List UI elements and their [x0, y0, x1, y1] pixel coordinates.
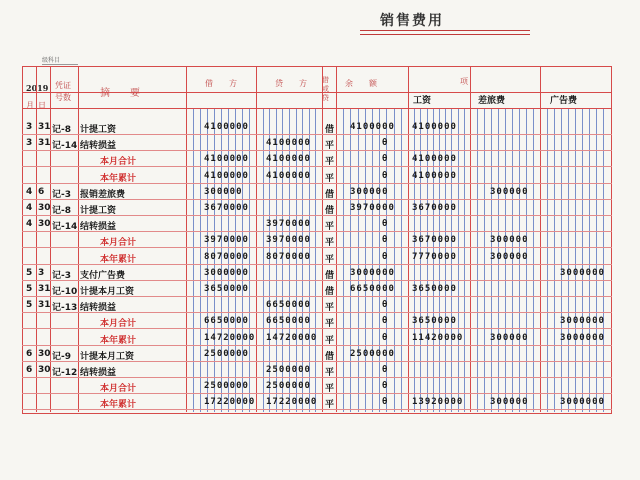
entry-summary: 结转损益 — [80, 222, 117, 233]
entry-travel: 300000 — [490, 251, 529, 262]
entry-dc: 平 — [325, 303, 335, 314]
entry-dc: 平 — [325, 335, 335, 346]
header-credit: 贷 方 — [275, 79, 307, 88]
entry-day: 31 — [38, 122, 51, 132]
digit-divider — [561, 108, 562, 412]
entry-summary: 本年累计 — [100, 254, 137, 265]
entry-month: 5 — [26, 267, 33, 278]
digit-divider — [263, 108, 264, 412]
header-col-salary: 工资 — [413, 96, 432, 106]
entry-summary: 本年累计 — [100, 335, 137, 346]
entry-travel: 300000 — [490, 186, 529, 197]
digit-divider — [575, 108, 576, 412]
entry-month: 6 — [26, 348, 33, 359]
entry-dc: 平 — [325, 400, 335, 411]
entry-debit: 17220000 — [204, 397, 256, 408]
entry-balance: θ — [382, 235, 389, 246]
entry-summary: 计提工资 — [80, 125, 117, 135]
entry-dc: 平 — [325, 173, 335, 184]
entry-dc: 平 — [325, 319, 335, 330]
digit-divider — [547, 108, 548, 412]
entry-dc: 平 — [325, 368, 335, 378]
entry-dc: 借 — [325, 287, 335, 297]
entry-dc: 平 — [325, 157, 335, 168]
entry-salary: 3670000 — [412, 203, 457, 213]
entry-balance: 4100000 — [350, 122, 395, 132]
entry-dc: 借 — [325, 351, 335, 362]
entry-credit: 17220000 — [266, 397, 318, 408]
entry-travel: 300000 — [490, 332, 529, 343]
entry-month: 3 — [26, 138, 33, 149]
entry-dc: 平 — [325, 141, 335, 152]
entry-balance: 3970000 — [350, 203, 395, 213]
header-voucher: 凭证号数 — [55, 81, 71, 102]
digit-divider — [554, 108, 555, 412]
entry-credit: 4100000 — [266, 138, 311, 149]
entry-salary: 11420000 — [412, 332, 464, 343]
digit-divider — [484, 108, 485, 412]
digit-divider — [350, 108, 351, 412]
entry-voucher: 记-14 — [52, 222, 78, 233]
entry-salary: 4100000 — [412, 154, 457, 165]
entry-voucher: 记-13 — [52, 303, 78, 314]
entry-summary: 结转损益 — [80, 141, 117, 152]
entry-month: 4 — [26, 219, 33, 230]
entry-dc: 借 — [325, 270, 335, 281]
entry-balance: θ — [382, 365, 389, 375]
digit-divider — [193, 108, 194, 412]
digit-divider — [343, 108, 344, 412]
digit-divider — [589, 108, 590, 412]
entry-summary: 结转损益 — [80, 368, 117, 378]
entry-debit: 8070000 — [204, 251, 249, 262]
digit-divider — [315, 108, 316, 412]
entry-salary: 3650000 — [412, 284, 457, 294]
entry-day: 30 — [38, 365, 51, 375]
digit-divider — [603, 108, 604, 412]
entry-credit: 2500000 — [266, 381, 311, 392]
entry-dc: 借 — [325, 206, 335, 216]
digit-divider — [464, 108, 465, 412]
entry-credit: 6650000 — [266, 316, 311, 327]
entry-summary: 本月合计 — [100, 157, 137, 168]
header-balance: 余 额 — [345, 79, 377, 88]
entry-dc: 平 — [325, 222, 335, 233]
entry-debit: 3000000 — [204, 267, 249, 278]
entry-dc: 平 — [325, 384, 335, 395]
entry-month: 3 — [26, 122, 33, 132]
entry-salary: 13920000 — [412, 397, 464, 408]
entry-balance: θ — [382, 332, 389, 343]
entry-day: 6 — [38, 186, 45, 197]
entry-dc: 借 — [325, 125, 335, 135]
entry-summary: 支付广告费 — [80, 270, 126, 281]
digit-divider — [582, 108, 583, 412]
header-rule — [22, 108, 612, 109]
entry-voucher: 记-3 — [52, 270, 71, 281]
entry-debit: 3670000 — [204, 203, 249, 213]
entry-credit: 8070000 — [266, 251, 311, 262]
digit-divider — [365, 108, 366, 412]
entry-day: 30 — [38, 203, 51, 213]
entry-summary: 报销差旅费 — [80, 189, 126, 200]
entry-balance: 300000 — [350, 186, 389, 197]
entry-credit: 4100000 — [266, 170, 311, 181]
entry-summary: 计提本月工资 — [80, 351, 135, 362]
entry-credit: 2500000 — [266, 365, 311, 375]
entry-debit: 2500000 — [204, 348, 249, 359]
entry-balance: θ — [382, 138, 389, 149]
header-col-ads: 广告费 — [550, 96, 578, 106]
entry-balance: θ — [382, 316, 389, 327]
entry-month: 6 — [26, 365, 33, 375]
digit-divider — [477, 108, 478, 412]
entry-debit: 4100000 — [204, 154, 249, 165]
digit-divider — [379, 108, 380, 412]
entry-salary: 4100000 — [412, 170, 457, 181]
entry-day: 31 — [38, 300, 51, 311]
entry-day: 3 — [38, 267, 45, 278]
entry-debit: 2500000 — [204, 381, 249, 392]
digit-divider — [394, 108, 395, 412]
entry-debit: 14720000 — [204, 332, 256, 343]
entry-voucher: 记-10 — [52, 287, 78, 297]
entry-balance: θ — [382, 251, 389, 262]
entry-debit: 3970000 — [204, 235, 249, 246]
entry-summary: 本年累计 — [100, 400, 137, 411]
title-rule — [360, 30, 530, 35]
entry-summary: 本月合计 — [100, 384, 137, 395]
digit-divider — [200, 108, 201, 412]
entry-balance: 3000000 — [350, 267, 395, 278]
entry-debit: 6650000 — [204, 316, 249, 327]
entry-month: 4 — [26, 186, 33, 197]
entry-summary: 本月合计 — [100, 319, 137, 330]
entry-credit: 3970000 — [266, 235, 311, 246]
entry-voucher: 记-9 — [52, 351, 71, 362]
digit-divider — [401, 108, 402, 412]
entry-ads: 3000000 — [560, 267, 605, 278]
entry-summary: 计提本月工资 — [80, 287, 135, 297]
entry-balance: θ — [382, 154, 389, 165]
header-analysis: 项 — [460, 77, 468, 86]
digit-divider — [249, 108, 250, 412]
entry-summary: 本年累计 — [100, 173, 137, 184]
entry-credit: 3970000 — [266, 219, 311, 230]
entry-salary: 4100000 — [412, 122, 457, 132]
entry-balance: 2500000 — [350, 348, 395, 359]
entry-day: 31 — [38, 284, 51, 294]
header-col-travel: 差旅费 — [478, 96, 506, 106]
entry-travel: 300000 — [490, 235, 529, 246]
entry-balance: θ — [382, 397, 389, 408]
entry-balance: θ — [382, 219, 389, 230]
entry-balance: θ — [382, 300, 389, 311]
entry-day: 30 — [38, 348, 51, 359]
digit-divider — [358, 108, 359, 412]
entry-debit: 300000 — [204, 186, 243, 197]
entry-salary: 7770000 — [412, 251, 457, 262]
entry-dc: 平 — [325, 254, 335, 265]
entry-dc: 借 — [325, 189, 335, 200]
entry-voucher: 记-14 — [52, 141, 78, 152]
year-label: 2019 — [26, 83, 49, 93]
ledger-title: 销售费用 — [380, 13, 444, 29]
digit-divider — [533, 108, 534, 412]
entry-voucher: 记-3 — [52, 189, 71, 200]
entry-credit: 14720000 — [266, 332, 318, 343]
header-day: 日 — [38, 101, 46, 110]
entry-dc: 平 — [325, 238, 335, 249]
entry-balance: θ — [382, 170, 389, 181]
header-debit: 借 方 — [205, 79, 237, 88]
entry-day: 30 — [38, 219, 51, 230]
entry-debit: 4100000 — [204, 122, 249, 132]
entry-travel: 300000 — [490, 397, 529, 408]
entry-month: 4 — [26, 203, 33, 213]
entry-voucher: 记-12 — [52, 368, 78, 378]
entry-ads: 3000000 — [560, 316, 605, 327]
entry-summary: 计提工资 — [80, 206, 117, 216]
header-dc: 借或贷 — [322, 76, 329, 102]
subject-label: 级科目 — [42, 55, 78, 65]
entry-salary: 3650000 — [412, 316, 457, 327]
entry-month: 5 — [26, 300, 33, 311]
entry-debit: 3650000 — [204, 284, 249, 294]
header-month: 月 — [26, 101, 34, 110]
entry-day: 31 — [38, 138, 51, 149]
entry-voucher: 记-8 — [52, 125, 71, 135]
entry-credit: 6650000 — [266, 300, 311, 311]
digit-divider — [372, 108, 373, 412]
entry-month: 5 — [26, 284, 33, 294]
entry-balance: 6650000 — [350, 284, 395, 294]
header-rule — [22, 92, 612, 93]
entry-summary: 结转损益 — [80, 303, 117, 314]
entry-ads: 3000000 — [560, 397, 605, 408]
entry-ads: 3000000 — [560, 332, 605, 343]
header-summary: 摘 要 — [100, 88, 140, 99]
digit-divider — [568, 108, 569, 412]
entry-summary: 本月合计 — [100, 238, 137, 249]
entry-salary: 3670000 — [412, 235, 457, 246]
entry-voucher: 记-8 — [52, 206, 71, 216]
entry-balance: θ — [382, 381, 389, 392]
entry-debit: 4100000 — [204, 170, 249, 181]
entry-credit: 4100000 — [266, 154, 311, 165]
digit-divider — [596, 108, 597, 412]
digit-divider — [458, 108, 459, 412]
